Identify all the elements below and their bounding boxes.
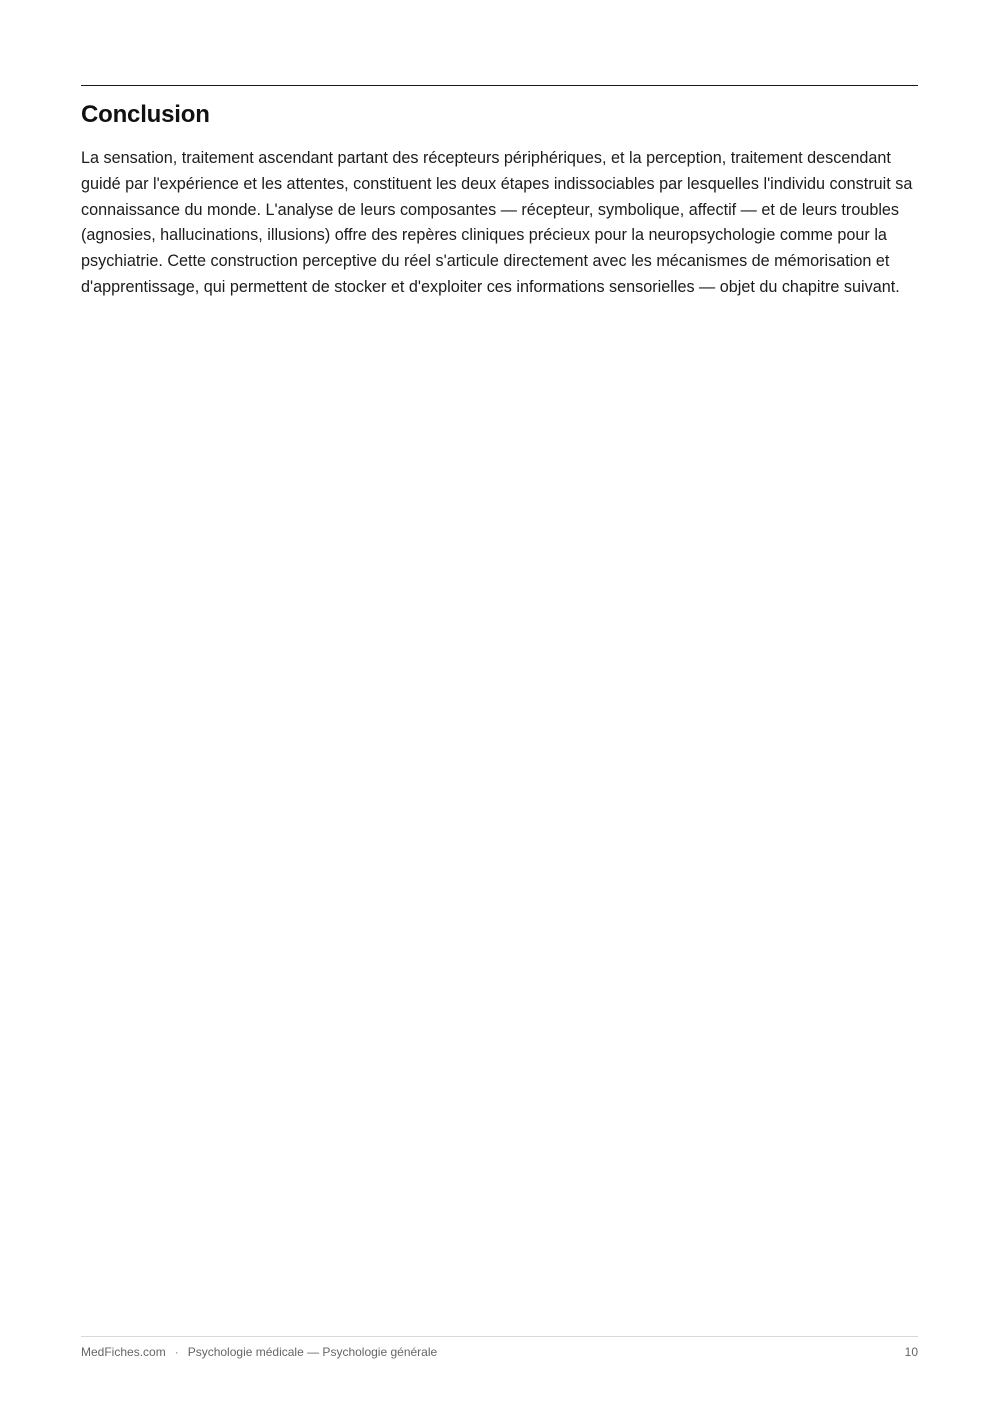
page-number: 10 xyxy=(904,1345,918,1359)
section-divider xyxy=(81,85,918,86)
footer-site-name: MedFiches.com xyxy=(81,1345,166,1359)
conclusion-paragraph: La sensation, traitement ascendant partant des récepteurs périphériques, et la perception, traitement descendant guidé par l'expérience et les attentes, constituent les deux étapes indissociables par lesquelles l'individu construit sa connaissance du monde. L'analyse de leurs composantes — récepteur, symbolique, affectif — et de leurs troubles (agnosies, hallucinations, illusions) offre des repères cliniques précieux pour la neuropsychologie comme pour la psychiatrie. Cette construction perceptive du réel s'articule directement avec les mécanismes de mémorisation et d'apprentissage, qui permettent de stocker et d'exploiter ces informations sensorielles — objet du chapitre suivant. xyxy=(81,149,913,296)
footer-divider xyxy=(81,1336,918,1337)
section-title: Conclusion xyxy=(81,101,210,128)
footer-info xyxy=(81,1344,437,1360)
footer-separator: · xyxy=(174,1345,179,1359)
page-footer xyxy=(81,1344,918,1360)
footer-breadcrumb: Psychologie médicale — Psychologie générale xyxy=(187,1345,438,1359)
